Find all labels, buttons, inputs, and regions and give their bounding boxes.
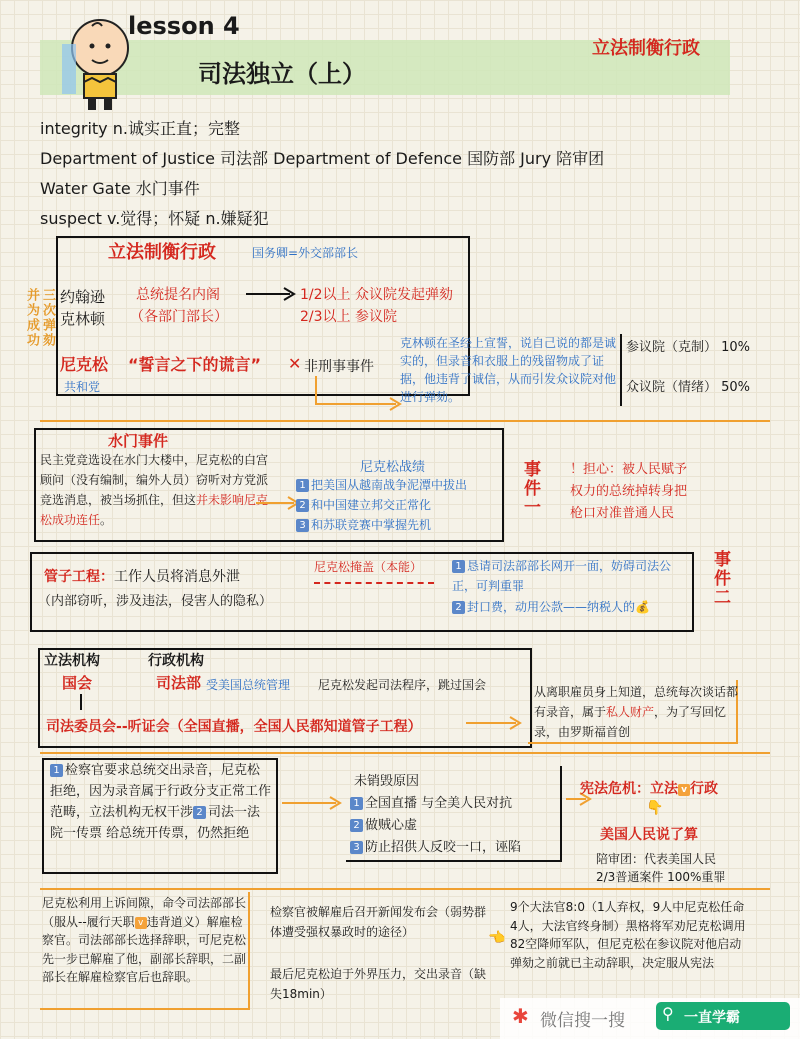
event-two-label: 事件二: [710, 550, 730, 607]
reason-1: 1 全国直播 与全美人民对抗: [350, 792, 512, 811]
side-note-a: 并为成功: [24, 288, 39, 348]
press-conference: 检察官被解雇后召开新闻发布会（弱势群体遭受强权暴政时的途径）: [270, 905, 487, 939]
nixon-action: 尼克松发起司法程序，跳过国会: [318, 678, 487, 692]
achievement-1: 1 把美国从越南战争泥潭中拔出: [296, 476, 467, 493]
reason-3: 3 防止招供人反咬一口，诬陷: [350, 836, 521, 855]
lesson-label: lesson 4: [128, 12, 240, 40]
worry-line-2: 权力的总统掉转身把: [570, 484, 688, 499]
legislature-label: 立法机构: [44, 653, 100, 669]
reason-2: 2 做贼心虚: [350, 814, 417, 833]
arrow-right-icon: [246, 286, 296, 302]
vocab-line-3: Water Gate 水门事件: [40, 179, 200, 198]
reasons-title: 未销毁原因: [354, 774, 420, 789]
side-note-b: 三次弹劾: [40, 288, 55, 348]
watergate-title: 水门事件: [108, 432, 169, 450]
process-2: （各部门部长）: [130, 309, 228, 325]
arrow-right-icon: [282, 796, 342, 810]
reasons-box: [346, 766, 562, 862]
divider-3: [40, 888, 770, 890]
cover-up-label: 尼克松掩盖（本能）: [314, 560, 423, 574]
presidents-names: 约翰逊 克林顿: [60, 288, 106, 328]
achievements-title: 尼克松战绩: [360, 460, 426, 475]
hand-down-icon: 👇: [646, 800, 664, 816]
vote-note: 2/3普通案件 100%重罪: [596, 870, 726, 884]
constitutional-crisis: 宪法危机：立法 v 行政: [580, 781, 718, 797]
congress-label: 国会: [62, 674, 93, 692]
result-2: 2/3以上 参议院: [300, 309, 397, 325]
lie-quote: “誓言之下的谎言”: [128, 355, 262, 374]
justice-dept-note: 受美国总统管理: [206, 678, 291, 692]
appeal-text: 尼克松利用上诉间隙，命令司法部部长（服从--履行天职 v 违背道义）解雇检察官。司法部部长选择辞职，可尼克松先一步已解雇了他，副部长辞职，二副部长在解雇检察官后也辞职。: [42, 896, 247, 984]
watermark-search-text: 微信搜一搜: [540, 1011, 625, 1031]
house-ratio: 众议院（情绪） 50%: [626, 380, 751, 395]
supreme-court-note: 9个大法官8:0（1人弃权，9人中尼克松任命4人，大法官终身制）黑格将军劝尼克松调用82空降师军队，但尼克松在参议院对他启动弹劾之前就已主动辞职，决定服从宪法: [510, 900, 746, 970]
jury-note: 陪审团：代表美国人民: [596, 852, 717, 866]
vocab-line-1: integrity n.诚实正直；完整: [40, 119, 240, 138]
watergate-body-a: 民主党竞选设在水门大楼中，尼克松的白宫顾问（没有编制，编外人员）窃听对方党派竞选消息，被当场抓住，但这: [40, 453, 269, 507]
vocab-line-2: Department of Justice 司法部 Department of Defence 国防部 Jury 陪审团: [40, 149, 605, 168]
plumbers-line: [44, 566, 240, 586]
event-one-label: 事件一: [520, 460, 540, 517]
handover-tapes: 最后尼克松迫于外界压力，交出录音（缺失18min）: [270, 967, 487, 1001]
divider-1: [40, 420, 770, 422]
divider-2: [40, 752, 770, 754]
plumbers-desc-2: （内部窃听，涉及违法，侵害人的隐私）: [38, 594, 273, 609]
arrow-right-icon: [256, 496, 300, 510]
page-title: 司法独立（上）: [198, 60, 366, 88]
arrow-elbow-icon: [312, 376, 408, 412]
tape-note: 从离职雇员身上知道，总统每次谈话都有录音，属于私人财产，为了写回忆录，由罗斯福首创: [534, 685, 739, 739]
watergate-body: [40, 450, 270, 530]
cover-up-2: 2 封口费，动用公款——纳税人的💰: [452, 598, 650, 615]
watergate-body-b: 并未影响尼克松成功连任: [40, 493, 269, 527]
section1-note: 国务卿=外交部部长: [252, 246, 359, 260]
arrow-right-icon: [466, 716, 522, 730]
judiciary-committee: 司法委员会--听证会（全国直播，全国人民都知道管子工程）: [46, 719, 422, 735]
people-decide: 美国人民说了算: [600, 827, 698, 843]
cover-up-underline: [314, 582, 434, 584]
plumbers-desc: 工作人员将消息外泄: [114, 569, 240, 585]
plumbers-label: 管子工程：: [44, 569, 114, 585]
connector-line: [80, 694, 82, 710]
executive-label: 行政机构: [148, 653, 204, 669]
result-1: 1/2以上 众议院发起弹劾: [300, 287, 453, 303]
subpoena-text: 1 检察官要求总统交出录音，尼克松拒绝，因为录音属于行政分支正常工作范畴，立法机构无权干涉 2 司法一法院一传票 给总统开传票，仍然拒绝: [50, 763, 272, 841]
cover-up-1: 1 恳请司法部部长网开一面，妨碍司法公正，可判重罪: [452, 559, 672, 593]
worry-line-3: 枪口对准普通人民: [570, 506, 675, 521]
section1-title: 立法制衡行政: [108, 242, 216, 263]
worry-line-1: ！担心：被人民赋予: [570, 462, 688, 477]
justice-dept: 司法部: [156, 674, 202, 692]
x-mark-icon: ✕: [288, 354, 302, 373]
search-icon: ⚲: [662, 1004, 674, 1023]
republican-party: 共和党: [64, 380, 101, 394]
hand-left-icon: 👈: [488, 930, 506, 946]
non-criminal: 非刑事事件: [304, 359, 374, 375]
achievement-3: 3 和苏联竞赛中掌握先机: [296, 516, 431, 533]
process-1: 总统提名内阁: [136, 287, 220, 303]
divider-vertical: [620, 334, 622, 406]
watergate-body-c: 。: [100, 513, 113, 527]
nixon-label: 尼克松: [60, 355, 109, 374]
header-tag: 立法制衡行政: [592, 38, 700, 59]
weixin-search-icon: ✱: [512, 1004, 529, 1028]
account-name: 一直学霸: [684, 1010, 740, 1026]
vocab-line-4: suspect v.觉得；怀疑 n.嫌疑犯: [40, 209, 269, 228]
senate-ratio: 参议院（克制） 10%: [626, 340, 751, 355]
clinton-note: 克林顿在圣经上宣誓，说自己说的都是诚实的，但录音和衣服上的残留物成了证据，他违背了诚信，从而引发众议院对他进行弹劾。: [400, 336, 617, 404]
cartoon-avatar: [62, 14, 136, 114]
achievement-2: 2 和中国建立邦交正常化: [296, 496, 431, 513]
